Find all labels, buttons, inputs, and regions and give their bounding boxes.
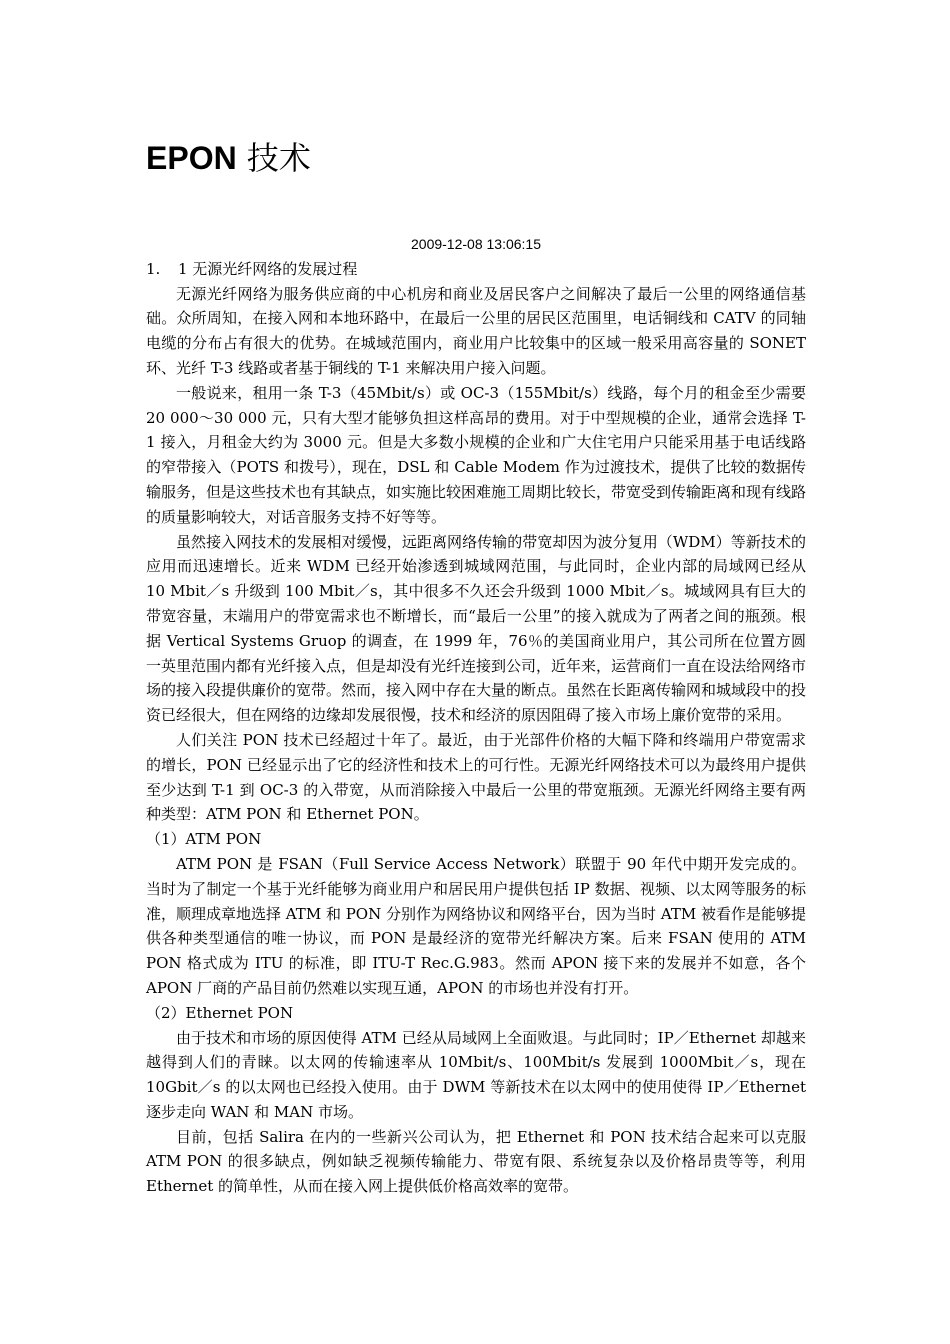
section-heading: [146, 257, 806, 282]
document-title: [146, 134, 311, 182]
paragraph: 无源光纤网络为服务供应商的中心机房和商业及居民客户之间解决了最后一公里的网络通信基础。众所周知，在接入网和本地环路中，在最后一公里的居民区范围里，电话铜线和 CATV 的同轴电缆的分布占有很大的优势。在城域范围内，商业用户比较集中的区域一般采用高容量的 SONET 环、光纤 T-3 线路或者基于铜线的 T-1 来解决用户接入问题。: [146, 284, 806, 377]
document-title-cjk: 技术: [236, 139, 311, 177]
section-title: 1 无源光纤网络的发展过程: [178, 259, 358, 278]
paragraph: 由于技术和市场的原因使得 ATM 已经从局域网上全面败退。与此同时；IP／Ethernet 却越来越得到人们的青睐。以太网的传输速率从 10Mbit/s、100Mbit/s 发展到 1000Mbit／s，现在 10Gbit／s 的以太网也已经投入使用。由于 DWM 等新技术在以太网中的使用使得 IP／Ethernet 逐步走向 WAN 和 MAN 市场。: [146, 1028, 806, 1121]
subheading-ethernet-pon: （2）Ethernet PON: [146, 1003, 294, 1022]
document-body: [146, 232, 806, 1199]
timestamp: 2009-12-08 13:06:15: [411, 236, 541, 252]
paragraph: 虽然接入网技术的发展相对缓慢，远距离网络传输的带宽却因为波分复用（WDM）等新技术的应用而迅速增长。近来 WDM 已经开始渗透到城域网范围，与此同时，企业内部的局域网已经从 10 Mbit／s 升级到 100 Mbit／s，其中很多不久还会升级到 1000 Mbit／s。城域网具有巨大的带宽容量，末端用户的带宽需求也不断增长，而“最后一公里”的接入就成为了两者之间的瓶颈。根据 Vertical Systems Gruop 的调查，在 1999 年，76％的美国商业用户，其公司所在位置方圆一英里范围内都有光纤接入点，但是却没有光纤连接到公司，近年来，运营商们一直在设法给网络市场的接入段提供廉价的宽带。然而，接入网中存在大量的断点。虽然在长距离传输网和城域段中的投资已经很大，但在网络的边缘却发展很慢，技术和经济的原因阻碍了接入市场上廉价宽带的采用。: [146, 532, 807, 725]
paragraph: 人们关注 PON 技术已经超过十年了。最近，由于光部件价格的大幅下降和终端用户带宽需求的增长，PON 已经显示出了它的经济性和技术上的可行性。无源光纤网络技术可以为最终用户提供至少达到 T-1 到 OC-3 的入带宽，从而消除接入中最后一公里的带宽瓶颈。无源光纤网络主要有两种类型：ATM PON 和 Ethernet PON。: [146, 730, 806, 824]
paragraph: 目前，包括 Salira 在内的一些新兴公司认为，把 Ethernet 和 PON 技术结合起来可以克服 ATM PON 的很多缺点，例如缺乏视频传输能力、带宽有限、系统复杂以及价格昂贵等等，利用 Ethernet 的简单性，从而在接入网上提供低价格高效率的宽带。: [146, 1127, 806, 1196]
document-title-latin: EPON: [146, 140, 237, 176]
paragraph: ATM PON 是 FSAN（Full Service Access Network）联盟于 90 年代中期开发完成的。当时为了制定一个基于光纤能够为商业用户和居民用户提供包括 IP 数据、视频、以太网等服务的标准，顺理成章地选择 ATM 和 PON 分别作为网络协议和网络平台，因为当时 ATM 被看作是能够提供各种类型通信的唯一协议，而 PON 是最经济的宽带光纤解决方案。后来 FSAN 使用的 ATM PON 格式成为 ITU 的标准，即 ITU-T Rec.G.983。然而 APON 接下来的发展并不如意，各个 APON 厂商的产品目前仍然难以实现互通，APON 的市场也并没有打开。: [146, 854, 806, 997]
section-number: 1.: [146, 259, 161, 278]
paragraph: 一般说来，租用一条 T-3（45Mbit/s）或 OC-3（155Mbit/s）线路，每个月的租金至少需要 20 000～30 000 元，只有大型才能够负担这样高昂的费用。对于中型规模的企业，通常会选择 T-1 接入，月租金大约为 3000 元。但是大多数小规模的企业和广大住宅用户只能采用基于电话线路的窄带接入（POTS 和拨号），现在，DSL 和 Cable Modem 作为过渡技术，提供了比较的数据传输服务，但是这些技术也有其缺点，如实施比较困难施工周期比较长，带宽受到传输距离和现有线路的质量影响较大，对话音服务支持不好等等。: [146, 383, 807, 526]
subheading-atm-pon: （1）ATM PON: [146, 830, 262, 849]
